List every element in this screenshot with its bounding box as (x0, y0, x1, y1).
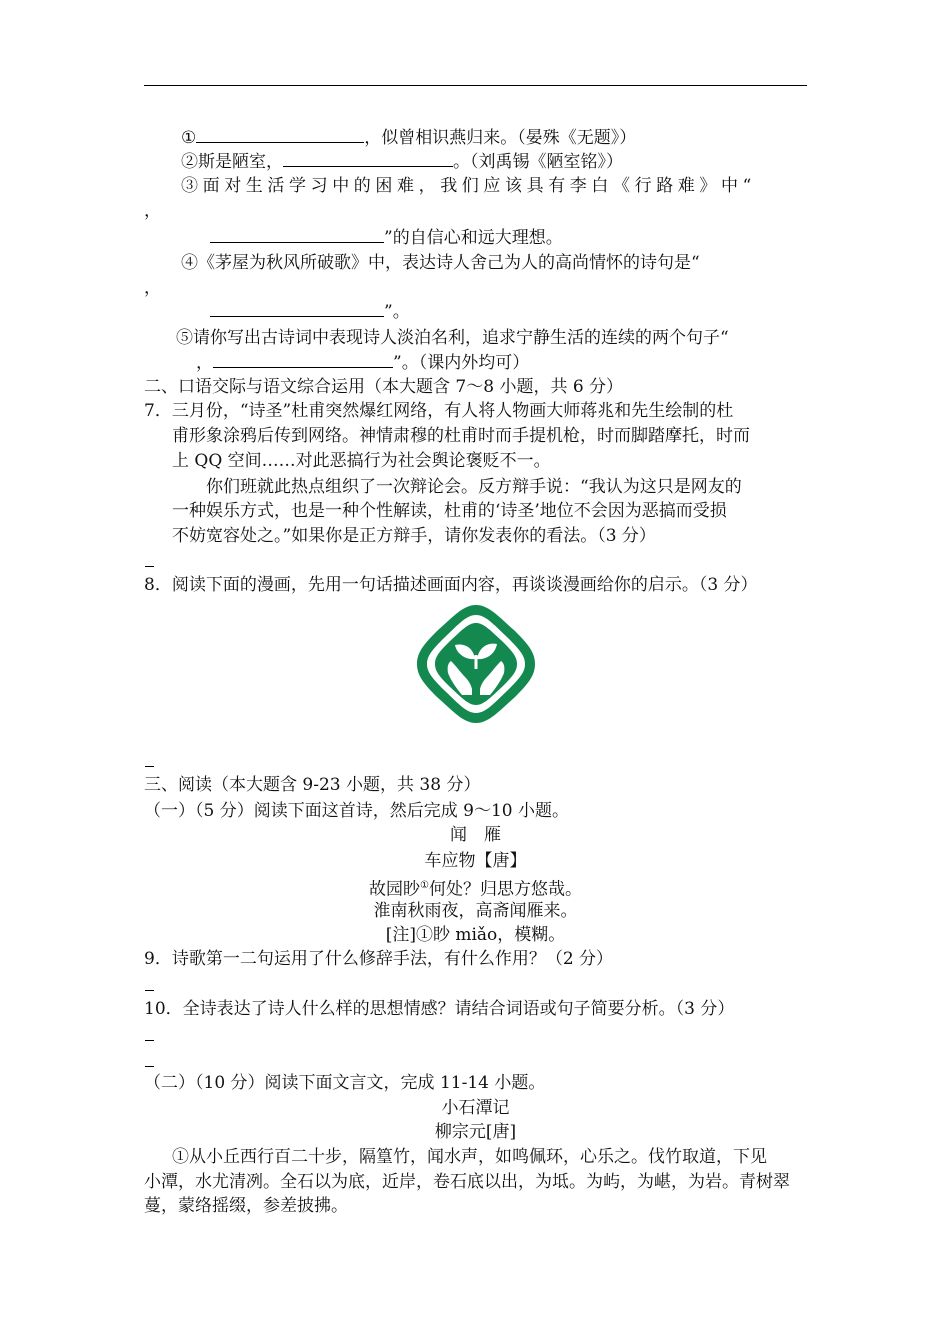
prose-line: 小潭，水尤清冽。全石以为底，近岸，卷石底以出，为坻。为屿，为嵁，为岩。青树翠 (144, 1172, 790, 1192)
item-text: 。（刘禹锡《陋室铭》） (453, 152, 623, 172)
fill-item-5-answer (196, 350, 529, 374)
item-text: ， (196, 353, 213, 373)
answer-blank[interactable] (283, 149, 453, 167)
item-text: ”。（课内外均可） (393, 353, 530, 373)
fill-item-5 (176, 327, 729, 349)
fill-item-3 (181, 175, 756, 197)
q7-line: 7．三月份，“诗圣”杜甫突然爆红网络，有人将人物画大师蒋兆和先生绘制的杜 (144, 401, 734, 421)
item-text: ，似曾相识燕归来。（晏殊《无题》） (364, 128, 637, 148)
q7-line: 一种娱乐方式，也是一种个性解读，杜甫的‘诗圣’地位不会因为恶搞而受损 (172, 501, 727, 521)
item-text: ②斯是陋室， (181, 152, 283, 172)
fill-item-1 (181, 125, 636, 149)
part-2-intro: （二）（10 分）阅读下面文言文，完成 11-14 小题。 (144, 1073, 546, 1093)
fill-item-3-comma: ， (144, 201, 161, 221)
q10-text: 10．全诗表达了诗人什么样的思想情感？请结合词语或句子简要分析。（3 分） (144, 999, 735, 1019)
answer-line[interactable] (145, 566, 154, 567)
answer-line[interactable] (145, 990, 154, 991)
sprout-stem (475, 655, 478, 669)
prose-line: ①从小丘西行百二十步，隔篁竹，闻水声，如鸣佩环，心乐之。伐竹取道，下见 (172, 1147, 767, 1167)
poem-note: [注]①眇 miǎo，模糊。 (385, 925, 566, 945)
q7-line: 你们班就此热点组织了一次辩论会。反方辩手说：“我认为这只是网友的 (206, 477, 742, 497)
section-2-heading: 二、口语交际与语文综合运用（本大题含 7～8 小题，共 6 分） (144, 377, 624, 397)
prose-line: 蔓，蒙络摇缀，参差披拂。 (144, 1196, 348, 1216)
item-text: ③面对生活学习中的困难，我们应该具有李白《行路难》中“ (181, 176, 756, 196)
answer-blank[interactable] (210, 299, 384, 317)
prose-author: 柳宗元[唐] (434, 1122, 517, 1142)
q7-line: 甫形象涂鸦后传到网络。神情肃穆的杜甫时而手提机枪，时而脚踏摩托，时而 (172, 426, 750, 446)
answer-blank[interactable] (210, 225, 384, 243)
fill-item-4-comma: ， (144, 278, 161, 298)
fill-item-4 (181, 252, 700, 274)
item-text: ⑤请你写出古诗词中表现诗人淡泊名利，追求宁静生活的连续的两个句子“ (176, 328, 729, 348)
section-3-heading: 三、阅读（本大题含 9-23 小题，共 38 分） (144, 775, 481, 795)
answer-blank[interactable] (196, 125, 364, 143)
answer-line[interactable] (145, 1040, 154, 1041)
answer-line[interactable] (145, 766, 154, 767)
part-1-intro: （一）（5 分）阅读下面这首诗，然后完成 9～10 小题。 (144, 801, 569, 821)
fill-item-2 (181, 149, 623, 173)
poem-line-1: 故园眇①何处？归思方悠哉。 (369, 879, 582, 900)
q7-line: 不妨宽容处之。”如果你是正方辩手，请你发表你的看法。（3 分） (172, 526, 656, 546)
q9-text: 9．诗歌第一二句运用了什么修辞手法，有什么作用？（2 分） (144, 949, 614, 969)
fill-item-3-answer (210, 225, 563, 249)
poem-title: 闻 雁 (450, 825, 501, 845)
answer-line[interactable] (145, 1066, 154, 1067)
prose-title: 小石潭记 (441, 1098, 510, 1118)
item-text: ”。 (384, 302, 410, 322)
poem-author: 车应物【唐】 (424, 851, 527, 871)
fill-item-4-answer (210, 299, 410, 323)
answer-blank[interactable] (213, 350, 393, 368)
leaf-hands-logo-image (415, 603, 537, 725)
q8-text: 8．阅读下面的漫画，先用一句话描述画面内容，再谈谈漫画给你的启示。（3 分） (144, 575, 758, 595)
footnote-marker: ① (420, 880, 429, 891)
q7-line: 上 QQ 空间……对此恶搞行为社会舆论褒贬不一。 (172, 451, 551, 471)
item-marker: ① (181, 128, 197, 148)
item-text: ”的自信心和远大理想。 (384, 228, 563, 248)
poem-line-2: 淮南秋雨夜，高斋闻雁来。 (373, 901, 578, 921)
item-text: ④《茅屋为秋风所破歌》中，表达诗人舍己为人的高尚情怀的诗句是“ (181, 253, 700, 273)
header-rule (144, 85, 807, 86)
